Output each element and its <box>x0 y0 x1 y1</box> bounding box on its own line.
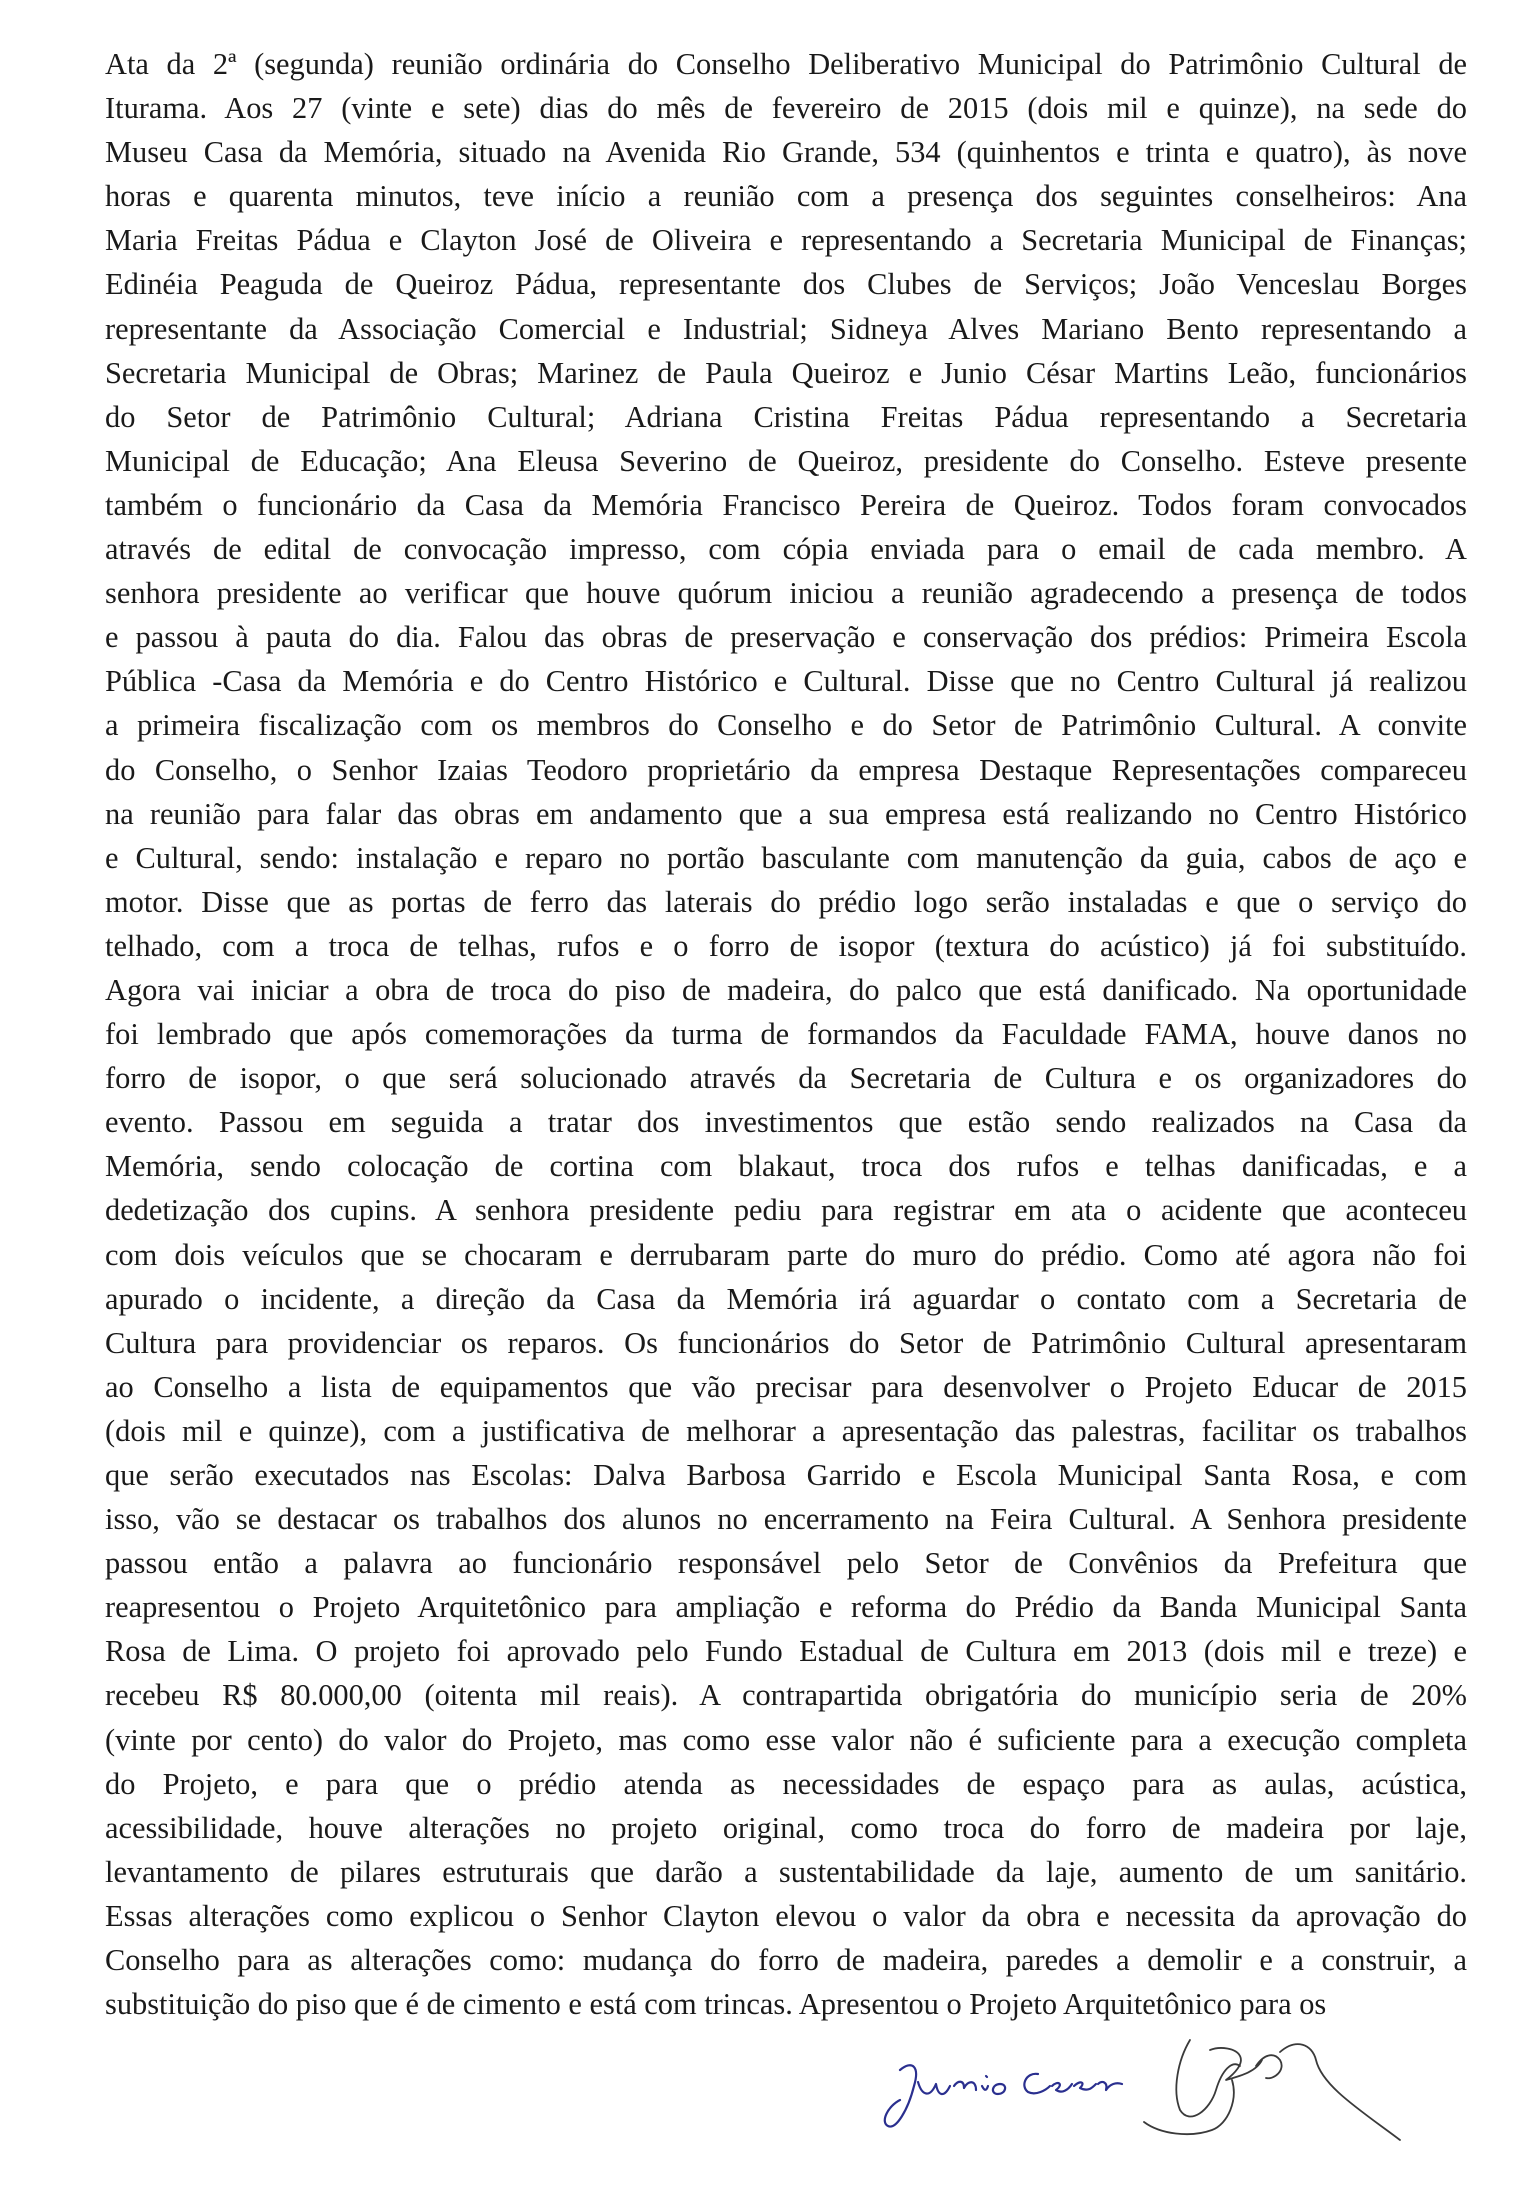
text-line: Edinéia Peaguda de Queiroz Pádua, representante dos Clubes de Serviços; João Venceslau Borges <box>105 267 1467 302</box>
text-line: Iturama. Aos 27 (vinte e sete) dias do mês de fevereiro de 2015 (dois mil e quinze), na sede do <box>105 91 1467 126</box>
text-line: a primeira fiscalização com os membros do Conselho e do Setor de Patrimônio Cultural. A convite <box>105 708 1467 743</box>
text-line: reapresentou o Projeto Arquitetônico para ampliação e reforma do Prédio da Banda Municipal Santa <box>105 1590 1467 1625</box>
text-line: e Cultural, sendo: instalação e reparo no portão basculante com manutenção da guia, cabos de aço e <box>105 840 1467 875</box>
text-line: motor. Disse que as portas de ferro das laterais do prédio logo serão instaladas e que o serviço do <box>105 884 1467 919</box>
text-line: Cultura para providenciar os reparos. Os funcionários do Setor de Patrimônio Cultural apresentaram <box>105 1325 1467 1360</box>
meeting-minutes-text <box>105 42 1467 2026</box>
text-line: através de edital de convocação impresso, com cópia enviada para o email de cada membro. A <box>105 532 1467 567</box>
text-line: substituição do piso que é de cimento e está com trincas. Apresentou o Projeto Arquitetônico para os <box>105 1987 1327 2022</box>
signature-second <box>1144 2040 1400 2140</box>
text-line: passou então a palavra ao funcionário responsável pelo Setor de Convênios da Prefeitura que <box>105 1546 1467 1581</box>
text-line: e passou à pauta do dia. Falou das obras de preservação e conservação dos prédios: Primeira Escola <box>105 620 1467 655</box>
text-line: do Conselho, o Senhor Izaias Teodoro proprietário da empresa Destaque Representações compareceu <box>105 752 1467 787</box>
text-line: que serão executados nas Escolas: Dalva Barbosa Garrido e Escola Municipal Santa Rosa, e com <box>105 1458 1467 1492</box>
text-line: (vinte por cento) do valor do Projeto, mas como esse valor não é suficiente para a execução completa <box>105 1722 1467 1757</box>
text-line: na reunião para falar das obras em andamento que a sua empresa está realizando no Centro Histórico <box>105 796 1467 831</box>
text-line: isso, vão se destacar os trabalhos dos alunos no encerramento na Feira Cultural. A Senhora presidente <box>105 1502 1467 1537</box>
text-line: foi lembrado que após comemorações da turma de formandos da Faculdade FAMA, houve danos no <box>105 1017 1467 1052</box>
handwritten-signatures <box>860 2030 1500 2180</box>
text-line: dedetização dos cupins. A senhora presidente pediu para registrar em ata o acidente que aconteceu <box>105 1193 1467 1228</box>
text-line: evento. Passou em seguida a tratar dos investimentos que estão sendo realizados na Casa da <box>105 1105 1467 1140</box>
text-line: Conselho para as alterações como: mudança do forro de madeira, paredes a demolir e a construir, a <box>105 1943 1467 1978</box>
text-line: recebeu R$ 80.000,00 (oitenta mil reais). A contrapartida obrigatória do município seria de 20% <box>105 1678 1467 1713</box>
text-line: Maria Freitas Pádua e Clayton José de Oliveira e representando a Secretaria Municipal de Finanças; <box>105 223 1467 258</box>
text-line: Municipal de Educação; Ana Eleusa Severino de Queiroz, presidente do Conselho. Esteve presente <box>105 443 1467 478</box>
text-line: levantamento de pilares estruturais que darão a sustentabilidade da laje, aumento de um sanitário. <box>105 1854 1467 1889</box>
text-line: com dois veículos que se chocaram e derrubaram parte do muro do prédio. Como até agora não foi <box>105 1237 1467 1272</box>
text-line: Ata da 2ª (segunda) reunião ordinária do Conselho Deliberativo Municipal do Patrimônio Cultural de <box>105 47 1467 81</box>
text-line: Essas alterações como explicou o Senhor Clayton elevou o valor da obra e necessita da aprovação do <box>105 1898 1467 1933</box>
text-line: Rosa de Lima. O projeto foi aprovado pelo Fundo Estadual de Cultura em 2013 (dois mil e treze) e <box>105 1634 1467 1669</box>
text-line: telhado, com a troca de telhas, rufos e o forro de isopor (textura do acústico) já foi substituído. <box>105 928 1467 963</box>
text-line: Memória, sendo colocação de cortina com blakaut, troca dos rufos e telhas danificadas, e a <box>105 1149 1467 1184</box>
text-line: do Projeto, e para que o prédio atenda as necessidades de espaço para as aulas, acústica, <box>105 1766 1467 1801</box>
text-line: senhora presidente ao verificar que houve quórum iniciou a reunião agradecendo a presença de todos <box>105 576 1467 611</box>
text-line: também o funcionário da Casa da Memória Francisco Pereira de Queiroz. Todos foram convocados <box>105 487 1467 522</box>
text-line: (dois mil e quinze), com a justificativa de melhorar a apresentação das palestras, facilitar os trabalhos <box>105 1413 1467 1448</box>
text-line: Secretaria Municipal de Obras; Marinez de Paula Queiroz e Junio César Martins Leão, funcionários <box>105 355 1467 390</box>
text-line: Pública -Casa da Memória e do Centro Histórico e Cultural. Disse que no Centro Cultural já realizou <box>105 664 1467 699</box>
text-line: apurado o incidente, a direção da Casa da Memória irá aguardar o contato com a Secretaria de <box>105 1281 1467 1316</box>
text-line: representante da Associação Comercial e Industrial; Sidneya Alves Mariano Bento representando a <box>105 311 1467 346</box>
text-line: do Setor de Patrimônio Cultural; Adriana Cristina Freitas Pádua representando a Secretaria <box>105 399 1467 434</box>
text-line: horas e quarenta minutos, teve início a reunião com a presença dos seguintes conselheiros: Ana <box>105 179 1467 214</box>
signature-junio-cesar <box>885 2065 1122 2126</box>
text-line: forro de isopor, o que será solucionado através da Secretaria de Cultura e os organizadores do <box>105 1061 1467 1096</box>
text-line: Museu Casa da Memória, situado na Avenida Rio Grande, 534 (quinhentos e trinta e quatro), às nove <box>105 135 1467 170</box>
text-line: acessibilidade, houve alterações no projeto original, como troca do forro de madeira por laje, <box>105 1810 1467 1845</box>
text-line: ao Conselho a lista de equipamentos que vão precisar para desenvolver o Projeto Educar de 2015 <box>105 1369 1467 1404</box>
text-line: Agora vai iniciar a obra de troca do piso de madeira, do palco que está danificado. Na oportunidade <box>105 972 1467 1007</box>
